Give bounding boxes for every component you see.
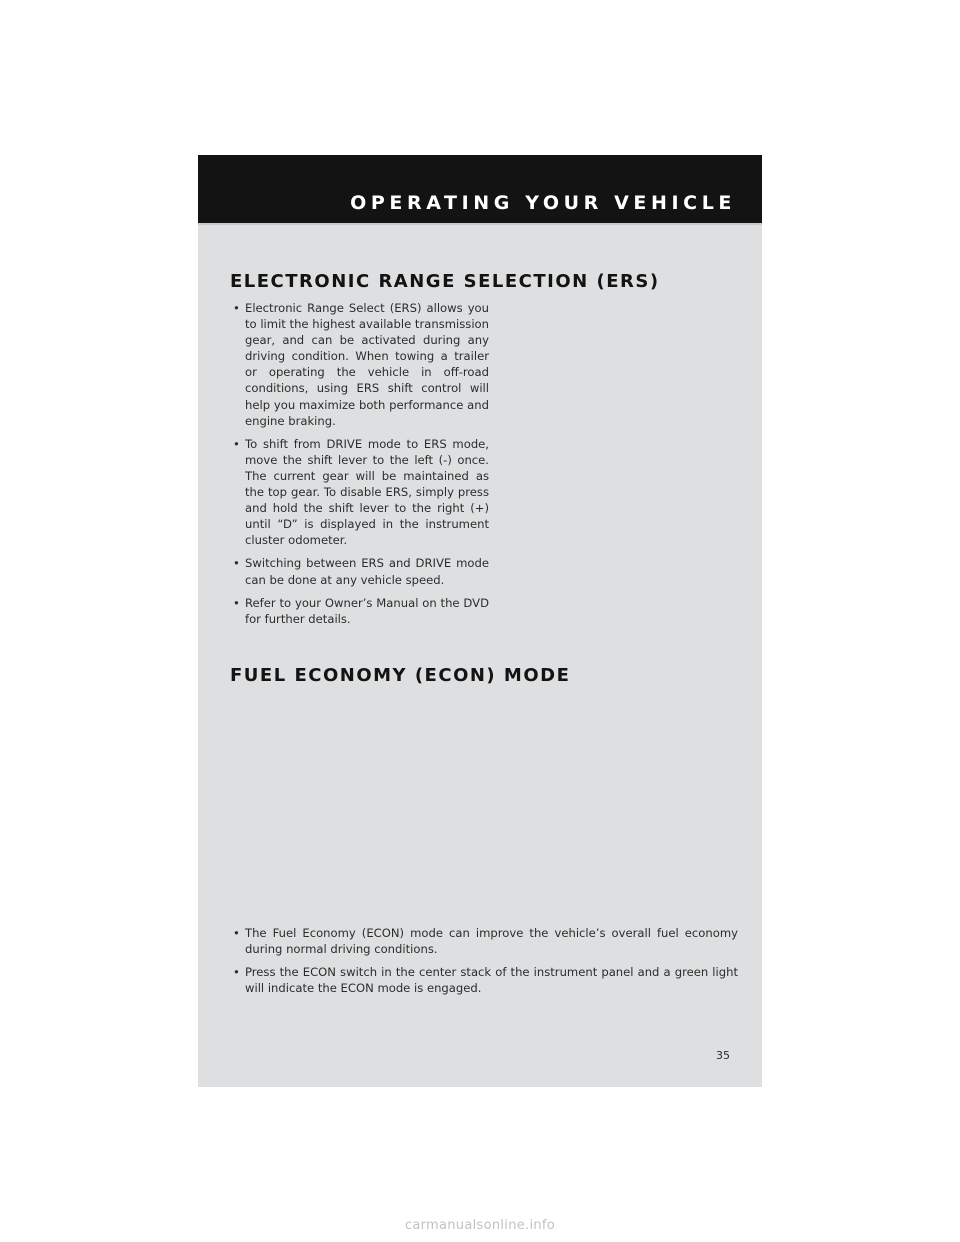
- header-bar: [198, 155, 762, 225]
- bullet-icon: •: [233, 926, 240, 940]
- list-item: [230, 555, 489, 587]
- bullet-icon: •: [233, 556, 240, 571]
- list-item: [230, 595, 489, 627]
- list-item: [230, 300, 489, 429]
- bullet-icon: •: [233, 965, 240, 980]
- econ-bullet-text: Press the ECON switch in the center stack of the instrument panel and a green light will indicate the ECON mode is engaged.: [245, 965, 738, 996]
- ers-bullet-list: [230, 300, 489, 634]
- econ-bullet-list: [230, 925, 738, 1003]
- list-item: [230, 964, 738, 996]
- list-item: [230, 925, 738, 957]
- header-title: OPERATING YOUR VEHICLE: [350, 192, 736, 214]
- bullet-icon: •: [233, 595, 240, 610]
- ers-section-title: ELECTRONIC RANGE SELECTION (ERS): [230, 271, 660, 292]
- ers-bullet-text: Switching between ERS and DRIVE mode can be done at any vehicle speed.: [245, 556, 489, 587]
- bullet-icon: •: [233, 301, 240, 315]
- bullet-icon: •: [233, 436, 240, 451]
- ers-bullet-text: Electronic Range Select (ERS) allows you to limit the highest available transmission gear, and can be activated during any driving condition. When towing a trailer or operating the vehicle in off-road conditions, using ERS shift control will help you maximize both performance and engine braking.: [245, 301, 489, 428]
- econ-section-title: FUEL ECONOMY (ECON) MODE: [230, 665, 571, 686]
- ers-bullet-text: Refer to your Owner’s Manual on the DVD for further details.: [245, 595, 489, 626]
- page-number: 35: [716, 1049, 730, 1062]
- ers-bullet-text: To shift from DRIVE mode to ERS mode, move the shift lever to the left (-) once. The current gear will be maintained as the top gear. To disable ERS, simply press and hold the shift lever to the right (+) until “D” is displayed in the instrument cluster odometer.: [245, 436, 489, 548]
- econ-bullet-text: The Fuel Economy (ECON) mode can improve the vehicle’s overall fuel economy during normal driving conditions.: [245, 926, 738, 957]
- watermark-text: carmanualsonline.info: [404, 1218, 556, 1233]
- manual-page: [198, 155, 762, 1087]
- header-rule: [198, 223, 762, 225]
- faded-image-area: [668, 463, 738, 473]
- list-item: [230, 436, 489, 549]
